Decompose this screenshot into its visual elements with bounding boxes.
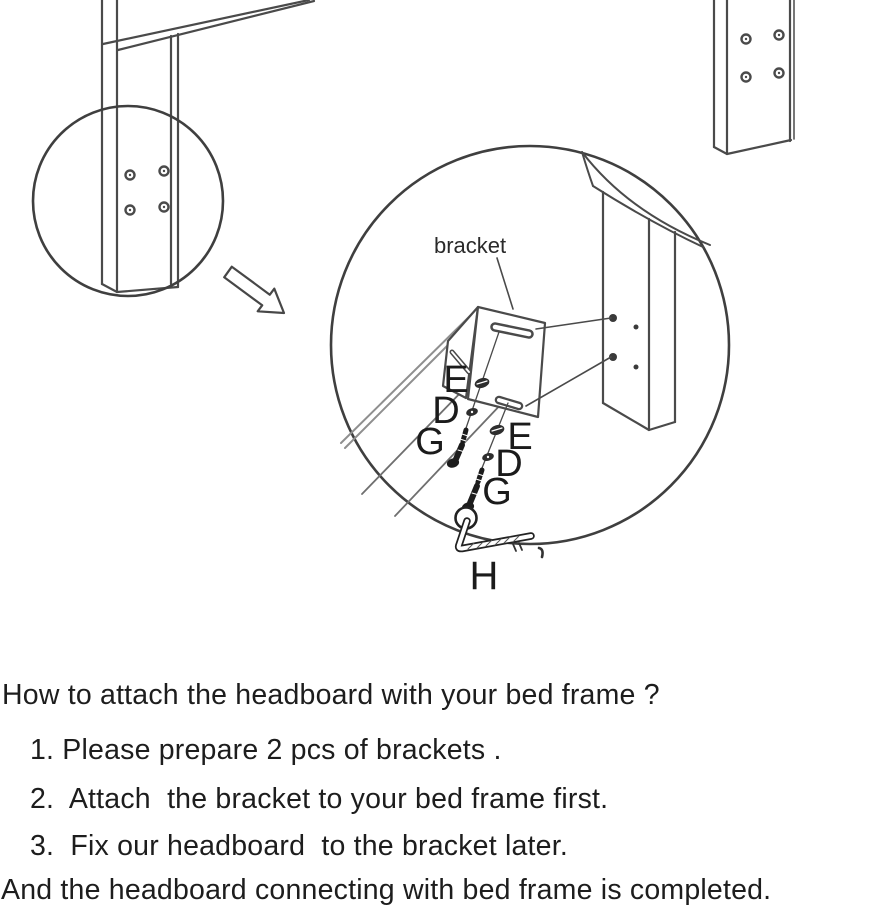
label-lock-washer-e-2: E bbox=[507, 416, 533, 458]
detail-leg-bottom bbox=[603, 403, 675, 430]
instruction-step-3: 3. Fix our headboard to the bracket later. bbox=[30, 830, 568, 862]
detail-view bbox=[331, 146, 729, 557]
label-flat-washer-d-1: D bbox=[432, 390, 460, 432]
bolt-hole bbox=[634, 365, 639, 370]
instructions-heading: How to attach the headboard with your bed frame ? bbox=[2, 679, 660, 711]
leg-screw-holes bbox=[126, 167, 169, 215]
headboard-corner-round bbox=[582, 152, 593, 186]
bolt-1-shaft-lower bbox=[456, 445, 462, 459]
instructions-footer: And the headboard connecting with bed frame is completed. bbox=[1, 874, 772, 906]
headboard-bottom-edge-1 bbox=[103, 0, 309, 44]
label-allen-key-h: H bbox=[469, 554, 499, 598]
instruction-step-2: 2. Attach the bracket to your bed frame first. bbox=[30, 783, 609, 815]
label-bolt-g-1: G bbox=[415, 421, 445, 463]
bracket-callout-label: bracket bbox=[434, 233, 507, 258]
headboard-curve-outer bbox=[582, 152, 710, 245]
flat-washer-d-2-center bbox=[487, 456, 489, 458]
bracket-callout-leader bbox=[497, 258, 513, 309]
headboard-left-leg bbox=[102, 0, 314, 292]
detail-leg-holes bbox=[609, 314, 639, 370]
label-flat-washer-d-2: D bbox=[495, 443, 523, 485]
flat-washer-d-1-center bbox=[471, 411, 473, 413]
bolt-path-leader-upper bbox=[536, 318, 611, 329]
headboard-bottom-corner bbox=[582, 152, 710, 247]
zoom-arrow-icon bbox=[224, 267, 284, 313]
label-bolt-g-2: G bbox=[482, 471, 512, 513]
comma-mark bbox=[539, 548, 543, 557]
leg-bottom-edge bbox=[714, 140, 791, 154]
instruction-step-1: 1. Please prepare 2 pcs of brackets . bbox=[30, 734, 502, 766]
headboard-bottom-edge-2 bbox=[118, 1, 314, 50]
bolt-hole bbox=[634, 325, 639, 330]
zoom-circle-small bbox=[33, 106, 223, 296]
leg-screw-holes bbox=[742, 31, 784, 82]
label-lock-washer-e-1: E bbox=[443, 359, 469, 401]
headboard-right-leg bbox=[714, 0, 794, 154]
tick-mark bbox=[513, 544, 516, 551]
bolt-g-1 bbox=[446, 430, 468, 469]
